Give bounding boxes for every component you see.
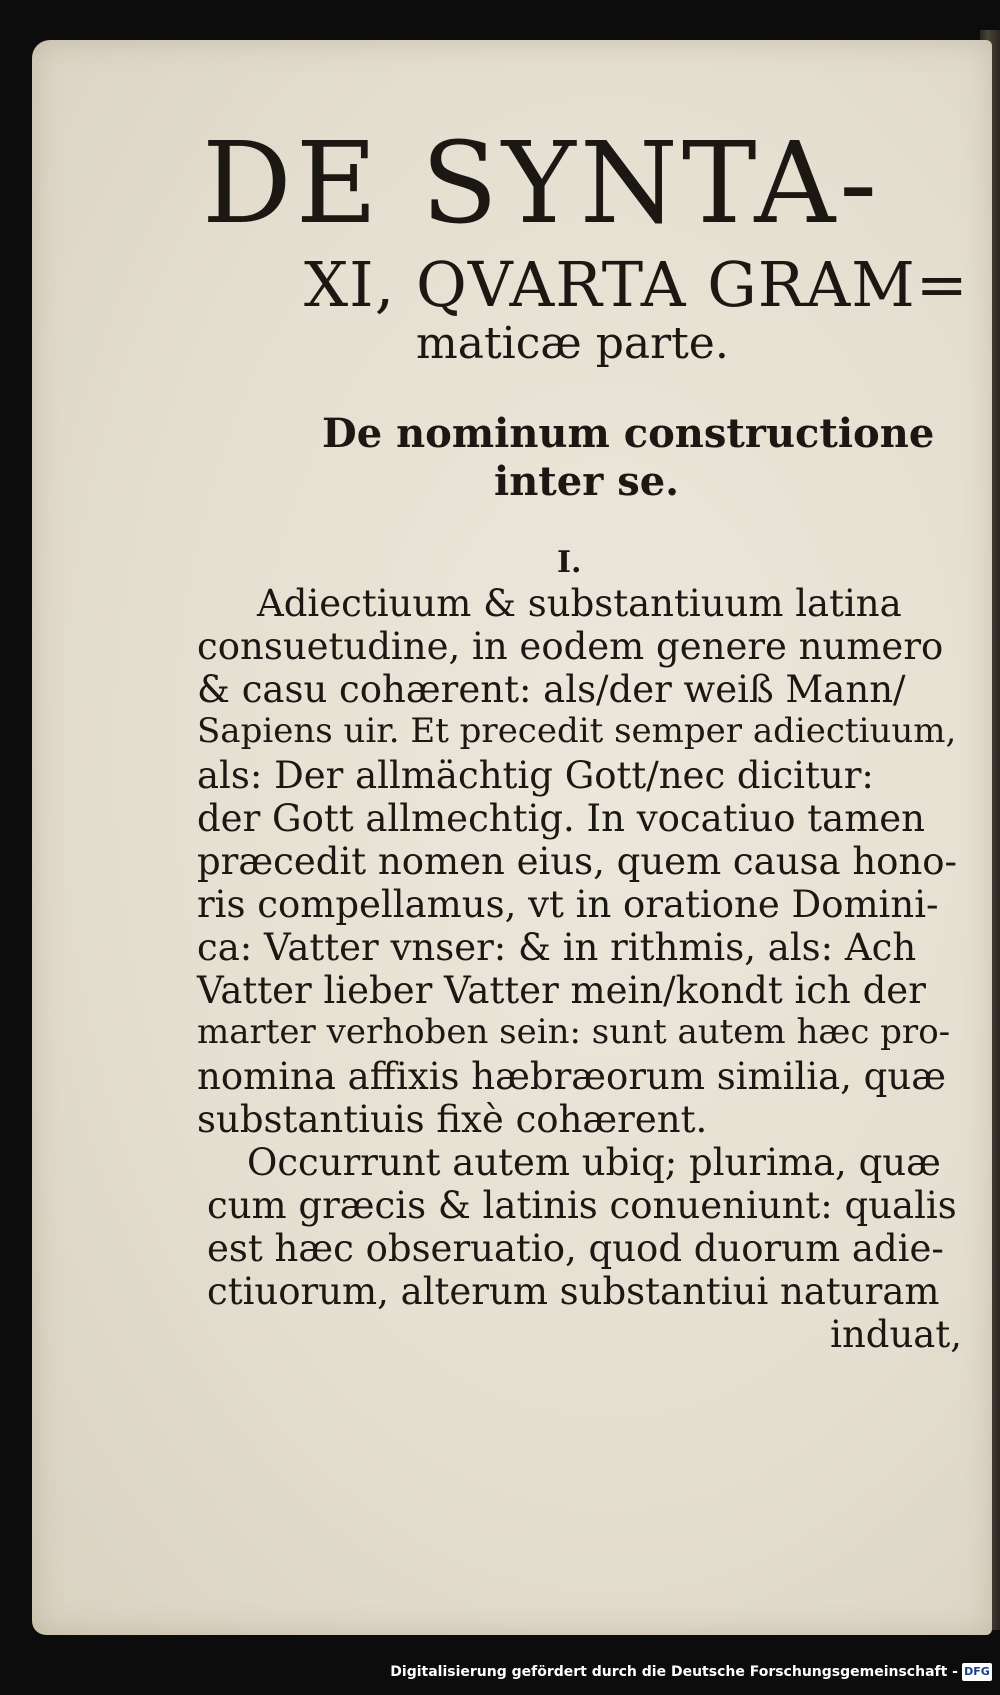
body-line: ctiuorum, alterum substantiui naturam — [207, 1270, 940, 1313]
footer-bar — [0, 1660, 1000, 1688]
subtitle-line-1: De nominum constructione — [322, 410, 935, 457]
funding-credit: Digitalisierung gefördert durch die Deutsche Forschungsgemeinschaft - — [390, 1664, 958, 1680]
body-line: cum græcis & latinis conueniunt: qualis — [207, 1184, 957, 1227]
body-line: ca: Vatter vnser: & in rithmis, als: Ach — [197, 926, 917, 969]
book-page — [32, 40, 992, 1635]
title-line-3: maticæ parte. — [416, 318, 729, 369]
body-line: Adiectiuum & substantiuum latina — [257, 582, 902, 625]
body-line: præcedit nomen eius, quem causa hono- — [197, 840, 958, 883]
title-line-2: XI, QVARTA GRAM= — [304, 248, 969, 321]
dfg-logo-icon: DFG — [962, 1663, 992, 1681]
body-line: als: Der allmächtig Gott/nec dicitur: — [197, 754, 874, 797]
body-line: est hæc obseruatio, quod duorum adie- — [207, 1227, 944, 1270]
body-line: Vatter lieber Vatter mein/kondt ich der — [197, 969, 926, 1012]
catchword: induat, — [830, 1313, 962, 1356]
page-text — [32, 40, 992, 1635]
body-line: Sapiens uir. Et precedit semper adiectiuum, — [197, 711, 957, 751]
body-line: Occurrunt autem ubiq; plurima, quæ — [247, 1141, 941, 1184]
body-line: marter verhoben sein: sunt autem hæc pro- — [197, 1012, 951, 1052]
body-line: der Gott allmechtig. In vocatiuo tamen — [197, 797, 926, 840]
body-line: & casu cohærent: als/der weiß Mann/ — [197, 668, 906, 711]
body-line: consuetudine, in eodem genere numero — [197, 625, 944, 668]
body-line: substantiuis fixè cohærent. — [197, 1098, 708, 1141]
body-line: ris compellamus, vt in oratione Domini- — [197, 883, 939, 926]
subtitle-line-2: inter se. — [494, 458, 680, 505]
title-line-1: DE SYNTA- — [202, 119, 882, 249]
section-number: I. — [557, 545, 582, 580]
body-line: nomina affixis hæbræorum similia, quæ — [197, 1055, 946, 1098]
